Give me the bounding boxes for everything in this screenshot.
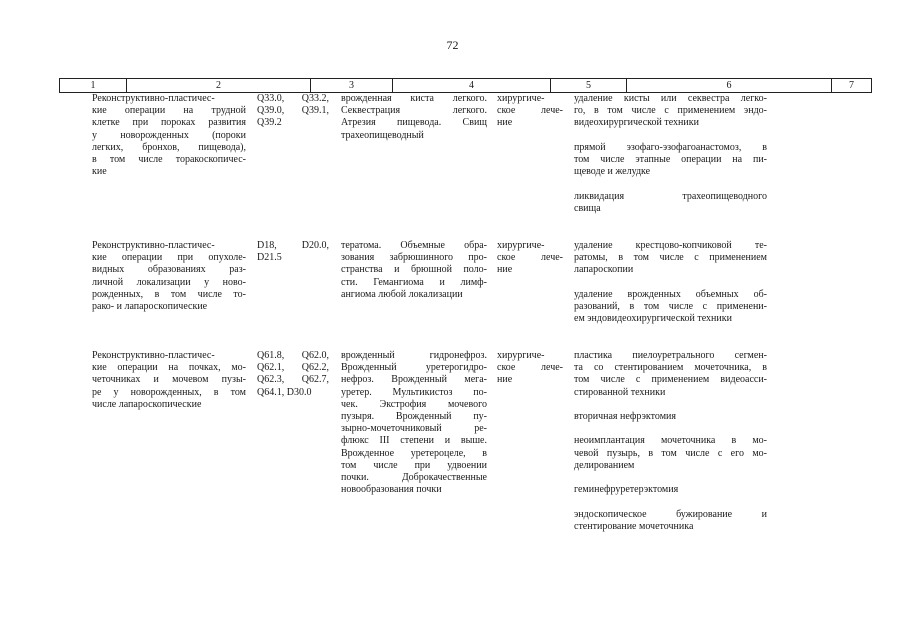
- treatment-type-cell: [497, 350, 563, 387]
- text-line: том числе с применением видеоасси-: [574, 374, 767, 386]
- text-line: свища: [574, 202, 601, 214]
- text-line: тератома. Объемные обра-: [341, 240, 487, 251]
- method-paragraph: [574, 509, 767, 533]
- text-line: эндоскопическое бужирование и: [574, 508, 767, 520]
- text-line: уретер. Мультикистоз по-: [341, 386, 487, 398]
- text-line: Q61.8, Q62.0,: [257, 350, 329, 361]
- text-line: удаление кисты или секвестра легко-: [574, 93, 767, 104]
- text-line: странства и брюшной поло-: [341, 264, 487, 276]
- text-line: стированной техники: [574, 386, 666, 398]
- text-line: флюкс III степени и выше.: [341, 435, 487, 447]
- text-line: врожденный гидронефроз.: [341, 350, 487, 361]
- header-col-7: 7: [831, 79, 872, 92]
- text-line: Реконструктивно-пластичес-: [92, 240, 215, 251]
- paragraph-gap: [574, 472, 767, 484]
- paragraph-gap: [574, 178, 767, 190]
- header-col-5: 5: [550, 79, 626, 92]
- text-line: вторичная нефрэктомия: [574, 411, 676, 422]
- text-line: ликвидация трахеопищеводного: [574, 190, 767, 202]
- method-group-cell: [92, 350, 246, 411]
- text-line: новообразования почки: [341, 484, 442, 496]
- text-line: видных образованиях раз-: [92, 264, 246, 276]
- text-line: стентирование мочеточника: [574, 520, 694, 532]
- header-col-1: 1: [59, 79, 126, 92]
- paragraph-gap: [574, 399, 767, 411]
- text-line: рожденных, в том числе то-: [92, 288, 246, 300]
- text-line: Врожденный уретерогидро-: [341, 362, 487, 374]
- text-line: у новорожденных (пороки: [92, 129, 246, 141]
- text-line: кие операции на трудной: [92, 105, 246, 117]
- text-line: кие операции на почках, мо-: [92, 362, 246, 374]
- text-line: разований, в том числе с применени-: [574, 301, 767, 312]
- method-paragraph: [574, 435, 767, 472]
- method-paragraph: [574, 350, 767, 399]
- method-cell: [574, 93, 767, 215]
- text-line: нефроз. Врожденный мега-: [341, 374, 487, 386]
- text-line: личной локализации у ново-: [92, 276, 246, 288]
- paragraph-gap: [574, 423, 767, 435]
- text-line: ние: [497, 264, 513, 276]
- text-line: рако- и лапароскопические: [92, 301, 208, 313]
- text-line: Атрезия пищевода. Свищ: [341, 117, 487, 129]
- diagnosis-cell: [341, 240, 487, 301]
- method-paragraph: [574, 93, 767, 130]
- text-line: сти. Гемангиома и лимф-: [341, 276, 487, 288]
- diagnosis-cell: [341, 93, 487, 142]
- text-line: хирургиче-: [497, 350, 545, 361]
- text-line: врожденная киста легкого.: [341, 93, 487, 104]
- text-line: прямой эзофаго-эзофагоанастомоз, в: [574, 141, 767, 153]
- text-line: Секвестрация легкого.: [341, 105, 487, 117]
- text-line: в том числе торакоскопичес-: [92, 154, 246, 166]
- header-col-4: 4: [392, 79, 550, 92]
- text-line: D21.5: [257, 252, 282, 264]
- text-line: трахеопищеводный: [341, 129, 424, 141]
- header-col-2: 2: [126, 79, 310, 92]
- text-line: Реконструктивно-пластичес-: [92, 93, 215, 104]
- text-line: ское лече-: [497, 362, 563, 374]
- diagnosis-cell: [341, 350, 487, 496]
- method-paragraph: [574, 191, 767, 215]
- method-group-cell: [92, 240, 246, 313]
- text-line: го, в том числе с применением эндо-: [574, 105, 767, 117]
- method-cell: [574, 350, 767, 533]
- text-line: геминефруретерэктомия: [574, 484, 679, 496]
- paragraph-gap: [574, 277, 767, 289]
- text-line: ем эндовидеохирургической техники: [574, 313, 732, 325]
- text-line: хирургиче-: [497, 240, 545, 251]
- treatment-type-cell: [497, 93, 563, 130]
- table-header-row: [59, 78, 872, 93]
- text-line: делированием: [574, 459, 635, 471]
- text-line: Реконструктивно-пластичес-: [92, 350, 215, 361]
- text-line: кие операции при опухоле-: [92, 252, 246, 264]
- page-number: 72: [446, 38, 459, 52]
- text-line: Q62.1, Q62.2,: [257, 362, 329, 374]
- text-line: Q39.2: [257, 117, 282, 129]
- text-line: клетке при пороках развития: [92, 117, 246, 129]
- method-paragraph: [574, 484, 767, 496]
- header-col-3: 3: [310, 79, 392, 92]
- text-line: видеохирургической техники: [574, 117, 699, 129]
- text-line: пластика пиелоуретрального сегмен-: [574, 350, 767, 361]
- icd-codes-cell: [257, 93, 329, 130]
- text-line: пузыря. Врожденный пу-: [341, 411, 487, 423]
- text-line: Q33.0, Q33.2,: [257, 93, 329, 104]
- text-line: удаление крестцово-копчиковой те-: [574, 240, 767, 251]
- method-paragraph: [574, 289, 767, 326]
- text-line: удаление врожденных объемных об-: [574, 288, 767, 300]
- text-line: чек. Экстрофия мочевого: [341, 398, 487, 410]
- icd-codes-cell: [257, 240, 329, 264]
- text-line: ре у новорожденных, в том: [92, 386, 246, 398]
- method-cell: [574, 240, 767, 325]
- text-line: ние: [497, 374, 513, 386]
- text-line: кие: [92, 166, 107, 178]
- text-line: неоимплантация мочеточника в мо-: [574, 435, 767, 447]
- text-line: ратомы, в том числе с применением: [574, 252, 767, 264]
- text-line: та со стентированием мочеточника, в: [574, 362, 767, 374]
- text-line: Врожденное уретероцеле, в: [341, 447, 487, 459]
- text-line: зырно-мочеточниковый ре-: [341, 423, 487, 435]
- text-line: зования забрюшинного про-: [341, 252, 487, 264]
- paragraph-gap: [574, 496, 767, 508]
- method-paragraph: [574, 142, 767, 179]
- text-line: Q39.0, Q39.1,: [257, 105, 329, 117]
- text-line: ангиома любой локализации: [341, 288, 463, 300]
- text-line: Q64.1, D30.0: [257, 386, 312, 398]
- text-line: том числе этапные операции на пи-: [574, 154, 767, 165]
- text-line: четочниках и мочевом пузы-: [92, 374, 246, 386]
- icd-codes-cell: [257, 350, 329, 399]
- paragraph-gap: [574, 130, 767, 142]
- text-line: чевой пузырь, в том числе с его мо-: [574, 447, 767, 459]
- text-line: лапароскопии: [574, 264, 634, 276]
- text-line: ское лече-: [497, 252, 563, 264]
- treatment-type-cell: [497, 240, 563, 277]
- method-group-cell: [92, 93, 246, 178]
- method-paragraph: [574, 240, 767, 277]
- header-col-6: 6: [626, 79, 831, 92]
- text-line: почки. Доброкачественные: [341, 472, 487, 484]
- text-line: легких, бронхов, пищевода),: [92, 141, 246, 153]
- text-line: ние: [497, 117, 513, 129]
- text-line: том числе при удвоении: [341, 459, 487, 471]
- text-line: ское лече-: [497, 105, 563, 117]
- method-paragraph: [574, 411, 767, 423]
- text-line: D18, D20.0,: [257, 240, 329, 251]
- text-line: Q62.3, Q62.7,: [257, 374, 329, 386]
- text-line: хирургиче-: [497, 93, 545, 104]
- text-line: щеводе и желудке: [574, 166, 651, 178]
- text-line: числе лапароскопические: [92, 398, 202, 410]
